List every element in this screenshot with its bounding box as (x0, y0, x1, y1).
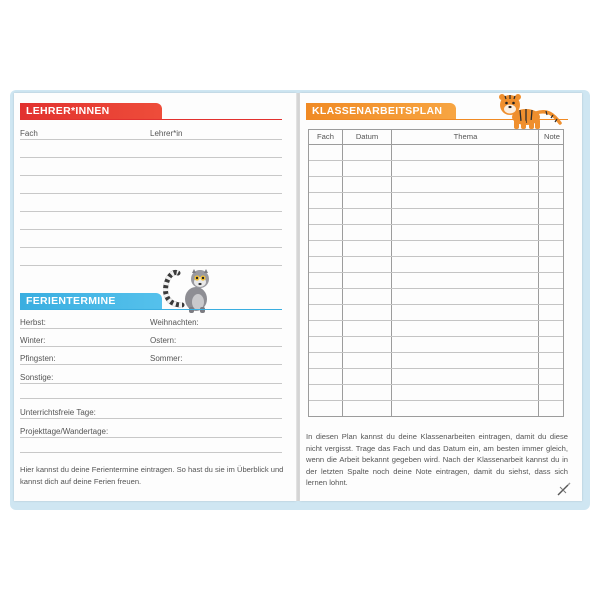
teachers-header-line (20, 119, 282, 120)
project-days-line-1 (20, 437, 282, 438)
summer-label: Sommer: (150, 354, 183, 363)
col-subject-label: Fach (20, 129, 38, 138)
autumn-line (20, 328, 282, 329)
easter-label: Ostern: (150, 336, 177, 345)
col-subject-header: Fach (317, 132, 334, 141)
plan-header: KLASSENARBEITSPLAN (306, 103, 456, 120)
christmas-label: Weihnachten: (150, 318, 199, 327)
right-page (300, 93, 582, 501)
whitsun-line (20, 364, 282, 365)
autumn-label: Herbst: (20, 318, 46, 327)
pen-icon (556, 481, 572, 497)
col-date-header: Datum (355, 132, 379, 141)
lemur-illustration (160, 265, 218, 313)
whitsun-label: Pfingsten: (20, 354, 56, 363)
exam-plan-table (308, 129, 564, 417)
winter-label: Winter: (20, 336, 46, 345)
holidays-header-line (20, 309, 282, 310)
other-label: Sonstige: (20, 373, 54, 382)
project-days-line-2 (20, 452, 282, 453)
free-days-line (20, 418, 282, 419)
col-grade-header: Note (543, 132, 561, 141)
other-line-2 (20, 398, 282, 399)
winter-line (20, 346, 282, 347)
teachers-header: LEHRER*INNEN (20, 103, 162, 120)
holidays-note: Hier kannst du deine Ferientermine eintragen. So hast du sie im Überblick und kannst dich auf deine Ferien freuen. (20, 465, 284, 486)
col-topic-header: Thema (453, 132, 478, 141)
left-page (14, 93, 296, 501)
plan-note: In diesen Plan kannst du deine Klassenarbeiten eintragen, damit du diese nicht vergisst. Trage das Fach und das Datum ein, am besten immer gleich, wenn die Arbeit bekannt gegeben wird. Nach der Klassenarbeit kannst du in der letzten Spalte noch deine Note eintragen, damit du siehst, dass sich lernen lohnt. (306, 432, 568, 487)
project-days-label: Projekttage/Wandertage: (20, 427, 109, 436)
free-days-label: Unterrichtsfreie Tage: (20, 408, 96, 417)
tiger-illustration (496, 91, 566, 131)
other-line-1 (20, 383, 282, 384)
holidays-header: FERIENTERMINE (20, 293, 162, 310)
col-teacher-label: Lehrer*in (150, 129, 183, 138)
